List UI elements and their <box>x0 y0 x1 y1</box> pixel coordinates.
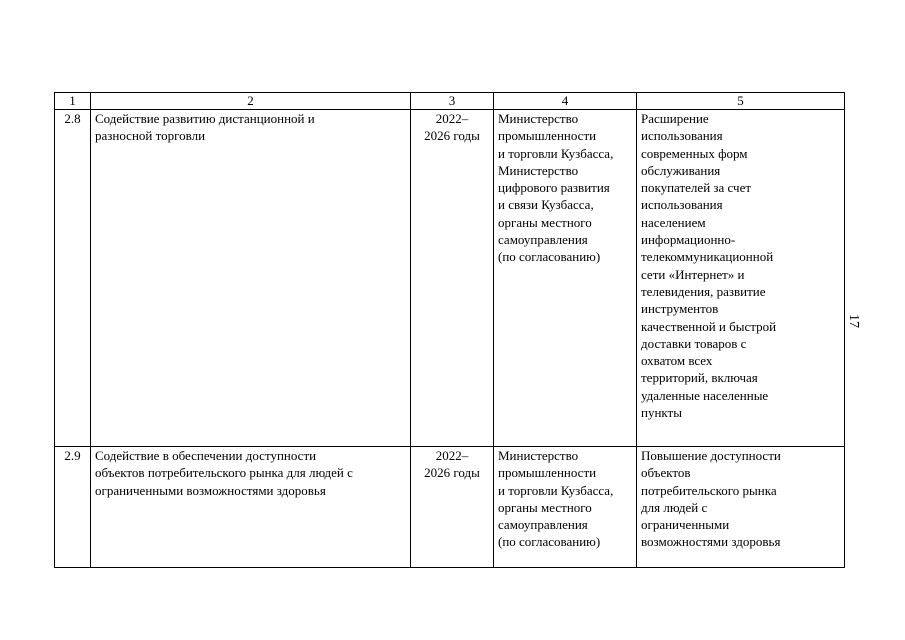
document-table <box>54 92 845 568</box>
text-line: самоуправления <box>498 517 588 533</box>
text-line: промышленности <box>498 128 597 144</box>
table-row <box>55 447 845 568</box>
text-line: 2026 годы <box>424 465 480 481</box>
text-line: Расширение <box>641 111 709 126</box>
text-line: и связи Кузбасса, <box>498 197 594 213</box>
row-executor <box>494 110 637 447</box>
text-line: использования <box>641 128 723 144</box>
text-line: информационно- <box>641 232 736 248</box>
table-header-row <box>55 93 845 110</box>
row-result <box>637 447 845 568</box>
text-line: Министерство <box>498 162 579 178</box>
text-line: возможностями здоровья <box>641 534 781 550</box>
text-line: потребительского рынка <box>641 482 777 498</box>
text-line: Министерство <box>498 111 579 126</box>
row-task <box>91 447 411 568</box>
text-line: 2022– <box>435 448 469 463</box>
text-line: охватом всех <box>641 353 713 369</box>
row-number: 2.9 <box>55 447 91 568</box>
table-row <box>55 110 845 447</box>
text-line: (по согласованию) <box>498 534 601 550</box>
text-line: объектов потребительского рынка для людей с <box>95 465 353 481</box>
text-line: органы местного <box>498 499 592 515</box>
text-line: цифрового развития <box>498 180 610 196</box>
row-period <box>411 110 494 447</box>
header-col-3: 3 <box>411 93 494 110</box>
text-line: телекоммуникационной <box>641 249 774 265</box>
text-line: Содействие развитию дистанционной и <box>95 111 315 126</box>
text-line: Министерство <box>498 448 579 463</box>
text-line: пункты <box>641 405 682 421</box>
text-line: ограниченными <box>641 517 730 533</box>
text-line: использования <box>641 197 723 213</box>
text-line: доставки товаров с <box>641 335 747 351</box>
text-line: органы местного <box>498 214 592 230</box>
row-result <box>637 110 845 447</box>
text-line: Повышение доступности <box>641 448 781 463</box>
row-executor <box>494 447 637 568</box>
row-period <box>411 447 494 568</box>
text-line: (по согласованию) <box>498 249 601 265</box>
text-line: территорий, включая <box>641 370 758 386</box>
text-line: 2026 годы <box>424 128 480 144</box>
text-line: качественной и быстрой <box>641 318 777 334</box>
text-line: ограниченными возможностями здоровья <box>95 482 326 498</box>
text-line: самоуправления <box>498 232 588 248</box>
text-line: покупателей за счет <box>641 180 752 196</box>
text-line: Содействие в обеспечении доступности <box>95 448 317 463</box>
text-line: современных форм <box>641 145 748 161</box>
text-line: промышленности <box>498 465 597 481</box>
text-line: обслуживания <box>641 162 721 178</box>
row-number: 2.8 <box>55 110 91 447</box>
text-line: 2022– <box>435 111 469 126</box>
text-line: для людей с <box>641 499 708 515</box>
text-line: и торговли Кузбасса, <box>498 482 614 498</box>
text-line: населением <box>641 214 706 230</box>
text-line: телевидения, развитие <box>641 283 766 299</box>
text-line: удаленные населенные <box>641 387 769 403</box>
row-task <box>91 110 411 447</box>
page-number: 17 <box>846 314 861 328</box>
header-col-1: 1 <box>55 93 91 110</box>
text-line: инструментов <box>641 301 719 317</box>
header-col-5: 5 <box>637 93 845 110</box>
text-line: и торговли Кузбасса, <box>498 145 614 161</box>
text-line: разносной торговли <box>95 128 206 144</box>
text-line: сети «Интернет» и <box>641 266 745 282</box>
header-col-4: 4 <box>494 93 637 110</box>
text-line: объектов <box>641 465 691 481</box>
header-col-2: 2 <box>91 93 411 110</box>
